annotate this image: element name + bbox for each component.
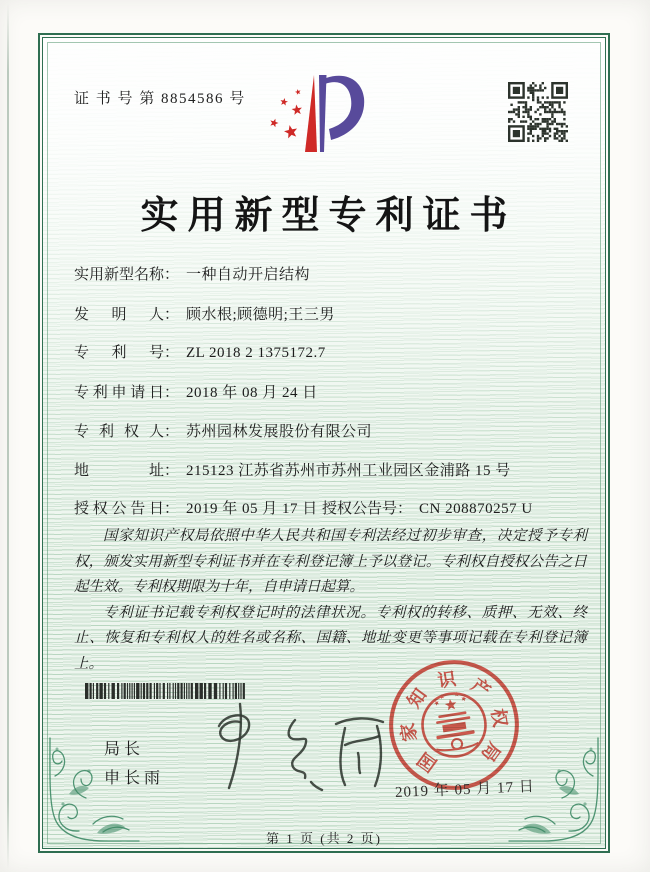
- svg-text:知: 知: [403, 684, 431, 712]
- field-value: 苏州园林发展股份有限公司: [186, 424, 373, 440]
- field-label: 授权公告日: [74, 501, 164, 517]
- qr-code-icon: [508, 82, 568, 142]
- corner-flourish-icon: [45, 734, 141, 846]
- field-label: 实用新型名称: [74, 267, 165, 283]
- certificate-frame-inner: [42, 37, 606, 849]
- field-row-inventor: [74, 303, 335, 324]
- field-value: CN 208870257 U: [419, 501, 533, 517]
- field-label: 专利申请日: [74, 385, 164, 401]
- field-value: 215123 江苏省苏州市苏州工业园区金浦路 15 号: [186, 463, 511, 479]
- field-label: 授权公告号: [322, 501, 398, 517]
- certificate-frame: [38, 33, 610, 853]
- official-seal-icon: [383, 654, 525, 796]
- cnipa-logo-icon: [265, 72, 385, 170]
- field-row-grant-no: [322, 497, 533, 518]
- svg-text:国: 国: [413, 748, 441, 776]
- field-row-patentee: [74, 420, 372, 441]
- field-value: 顾水根;顾德明;王三男: [186, 307, 335, 323]
- legal-paragraph-1: 国家知识产权局依照中华人民共和国专利法经过初步审查，决定授予专利权，颁发实用新型专利证书并在专利登记簿上予以登记。专利权自授权公告之日起生效。专利权期限为十年，自申请日起算。: [74, 528, 587, 595]
- colon: ：: [397, 501, 413, 517]
- field-label: 发明人: [74, 307, 164, 323]
- page-footer: 第 1 页 (共 2 页): [266, 831, 382, 846]
- svg-text:家: 家: [397, 721, 421, 743]
- field-label: 专利号: [74, 345, 164, 361]
- director-title: 局长: [104, 741, 145, 758]
- colon: ：: [164, 424, 180, 440]
- signature-icon: [198, 690, 398, 802]
- seal-date: 2019 年 05 月 17 日: [394, 778, 536, 802]
- legal-paragraph-2: 专利证书记载专利权登记时的法律状况。专利权的转移、质押、无效、终止、恢复和专利权人的姓名或名称、国籍、地址变更等事项记载在专利登记簿上。: [74, 604, 587, 672]
- colon: ：: [164, 501, 180, 517]
- field-value: 一种自动开启结构: [186, 267, 311, 283]
- field-row-grant-date: [74, 497, 318, 518]
- svg-text:识: 识: [436, 668, 458, 692]
- certificate-panel: [43, 38, 605, 848]
- certificate-title: 实用新型专利证书: [140, 195, 517, 237]
- colon: ：: [164, 307, 180, 323]
- field-label: 地址: [74, 463, 164, 479]
- colon: ：: [164, 345, 180, 361]
- field-value: 2018 年 08 月 24 日: [186, 385, 318, 401]
- svg-text:产: 产: [467, 674, 495, 702]
- field-row-address: [74, 459, 511, 480]
- colon: ：: [164, 385, 180, 401]
- field-label: 专利权人: [74, 424, 164, 440]
- director-name: 申长雨: [104, 770, 165, 787]
- colon: ：: [164, 267, 180, 283]
- corner-flourish-icon: [507, 734, 603, 846]
- booklet-edge-line: [7, 3, 9, 869]
- field-row-filing-date: [74, 381, 318, 402]
- field-value: ZL 2018 2 1375172.7: [186, 345, 326, 361]
- field-row-name: [74, 263, 310, 284]
- svg-text:局: 局: [477, 738, 505, 766]
- certificate-number: 证 书 号 第 8854586 号: [74, 91, 246, 107]
- colon: ：: [164, 463, 180, 479]
- field-row-patent-no: [74, 341, 326, 362]
- field-value: 2019 年 05 月 17 日: [186, 501, 318, 517]
- svg-text:权: 权: [487, 707, 511, 729]
